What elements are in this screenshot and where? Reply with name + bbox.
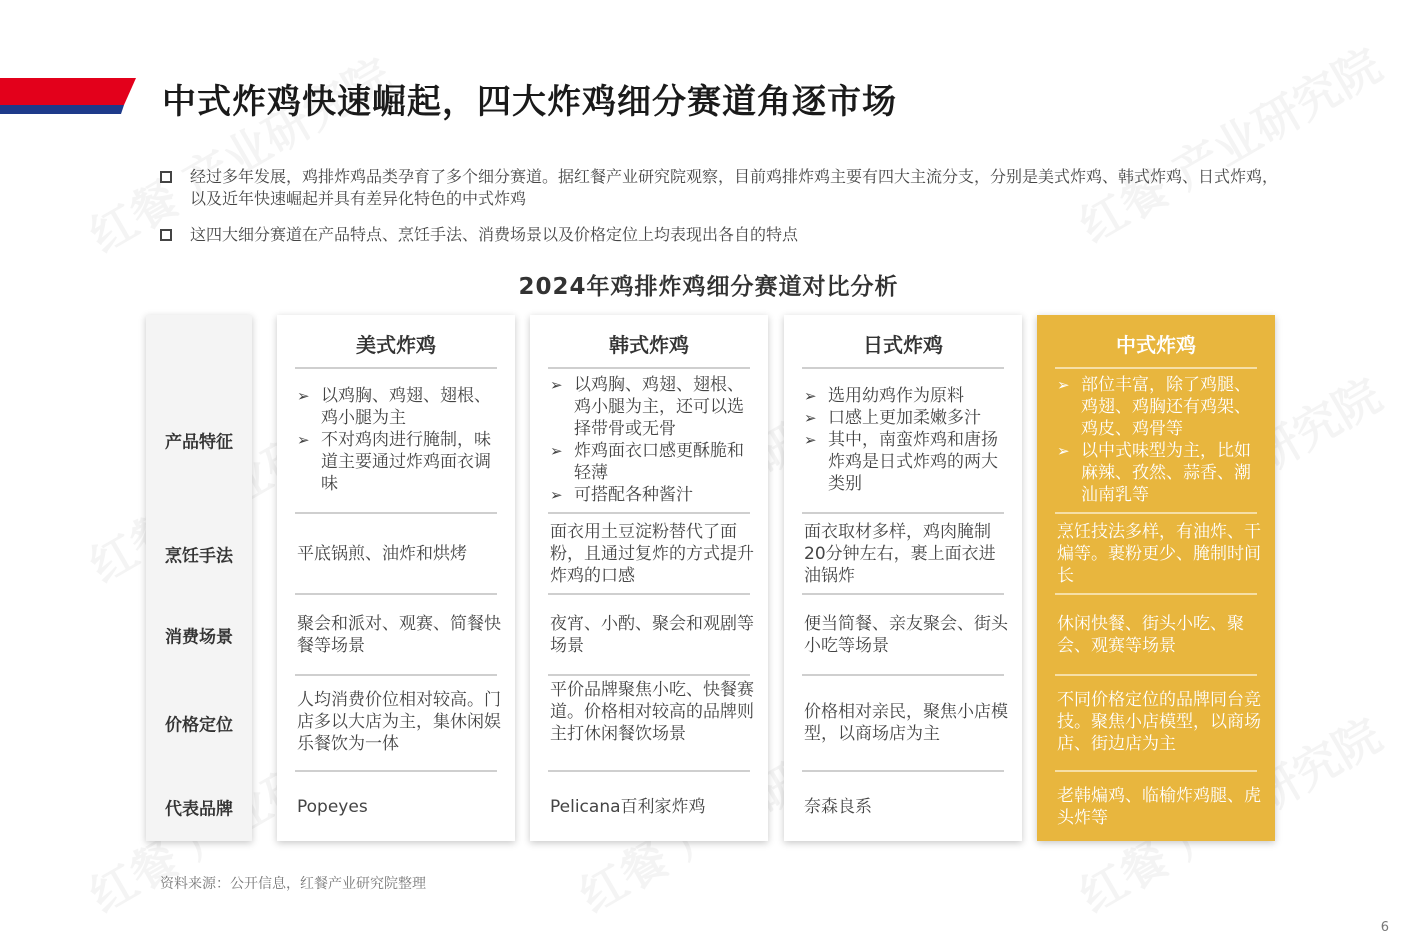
divider	[802, 367, 1004, 369]
brand-stripe-red	[0, 78, 136, 105]
divider	[295, 367, 497, 369]
divider	[1055, 593, 1257, 595]
bullet-text: 这四大细分赛道在产品特点、烹饪手法、消费场景以及价格定位上均表现出各自的特点	[190, 225, 799, 244]
divider	[802, 770, 1004, 772]
row-label-brands: 代表品牌	[165, 799, 233, 820]
row-label-cooking: 烹饪手法	[165, 546, 233, 567]
bullet-text: 经过多年发展，鸡排炸鸡品类孕育了多个细分赛道。据红餐产业研究院观察，目前鸡排炸鸡主要有四大主流分支，分别是美式炸鸡、韩式炸鸡、日式炸鸡，以及近年快速崛起并具有差异化特色的中式炸鸡	[190, 167, 1279, 208]
cell-pricing: 平价品牌聚焦小吃、快餐赛道。价格相对较高的品牌则主打休闲餐饮场景	[550, 680, 754, 744]
divider	[295, 512, 497, 514]
feature-item: ➢ 以鸡胸、鸡翅、翅根、鸡小腿为主，还可以选择带骨或无骨	[550, 374, 754, 440]
cell-scenario: 休闲快餐、街头小吃、聚会、观赛等场景	[1057, 614, 1244, 656]
divider	[802, 593, 1004, 595]
column-japanese	[784, 315, 1022, 841]
divider	[548, 674, 750, 676]
cell-cooking: 烹饪技法多样，有油炸、干煸等。裹粉更少、腌制时间长	[1057, 522, 1261, 586]
divider	[295, 593, 497, 595]
cell-scenario: 夜宵、小酌、聚会和观剧等场景	[550, 614, 754, 656]
cell-features	[297, 385, 501, 495]
column-header: 中式炸鸡	[1116, 333, 1196, 357]
cell-pricing: 人均消费价位相对较高。门店多以大店为主，集休闲娱乐餐饮为一体	[297, 690, 501, 754]
feature-item: ➢ 可搭配各种酱汁	[550, 484, 754, 506]
cell-cooking: 平底锅煎、油炸和烘烤	[297, 544, 467, 564]
brand-stripe-navy	[0, 105, 124, 114]
intro-bullets	[160, 166, 1280, 260]
page-title: 中式炸鸡快速崛起，四大炸鸡细分赛道角逐市场	[162, 82, 897, 122]
feature-item: ➢ 选用幼鸡作为原料	[804, 385, 1008, 407]
cell-cooking: 面衣取材多样，鸡肉腌制20分钟左右，裹上面衣进油锅炸	[804, 522, 996, 586]
feature-item: ➢ 部位丰富，除了鸡腿、鸡翅、鸡胸还有鸡架、鸡皮、鸡骨等	[1057, 374, 1261, 440]
feature-item: ➢ 其中，南蛮炸鸡和唐扬炸鸡是日式炸鸡的两大类别	[804, 429, 1008, 495]
bullet-item	[160, 224, 1280, 246]
divider	[548, 770, 750, 772]
feature-item: ➢ 不对鸡肉进行腌制，味道主要通过炸鸡面衣调味	[297, 429, 501, 495]
divider	[548, 593, 750, 595]
cell-features	[804, 385, 1008, 495]
divider	[802, 674, 1004, 676]
row-label-pricing: 价格定位	[165, 715, 233, 736]
divider	[548, 512, 750, 514]
cell-brands: Popeyes	[297, 797, 368, 817]
bullet-item	[160, 166, 1280, 210]
cell-brands: Pelicana百利家炸鸡	[550, 797, 706, 817]
column-header: 美式炸鸡	[356, 333, 436, 357]
row-label-column	[146, 315, 252, 841]
feature-item: ➢ 以鸡胸、鸡翅、翅根、鸡小腿为主	[297, 385, 501, 429]
divider	[548, 367, 750, 369]
row-label-scenario: 消费场景	[165, 627, 233, 648]
column-chinese	[1037, 315, 1275, 841]
cell-brands: 奈森良系	[804, 797, 872, 817]
cell-cooking: 面衣用土豆淀粉替代了面粉，且通过复炸的方式提升炸鸡的口感	[550, 522, 754, 586]
divider	[295, 674, 497, 676]
square-bullet-icon	[160, 229, 172, 241]
divider	[1055, 674, 1257, 676]
page-number: 6	[1380, 920, 1389, 935]
row-label-features: 产品特征	[165, 432, 233, 453]
cell-brands: 老韩煸鸡、临榆炸鸡腿、虎头炸等	[1057, 786, 1261, 828]
feature-item: ➢ 以中式味型为主，比如麻辣、孜然、蒜香、潮汕南乳等	[1057, 440, 1261, 506]
source-note: 资料来源：公开信息，红餐产业研究院整理	[160, 876, 426, 892]
cell-pricing: 不同价格定位的品牌同台竞技。聚焦小店模型，以商场店、街边店为主	[1057, 690, 1261, 754]
brand-stripe	[0, 78, 140, 114]
cell-features	[1057, 374, 1261, 506]
feature-item: ➢ 口感上更加柔嫩多汁	[804, 407, 1008, 429]
divider	[802, 512, 1004, 514]
column-korean	[530, 315, 768, 841]
divider	[295, 770, 497, 772]
column-header: 韩式炸鸡	[609, 333, 689, 357]
column-header: 日式炸鸡	[863, 333, 943, 357]
cell-scenario: 便当简餐、亲友聚会、街头小吃等场景	[804, 614, 1008, 656]
feature-item: ➢ 炸鸡面衣口感更酥脆和轻薄	[550, 440, 754, 484]
square-bullet-icon	[160, 171, 172, 183]
cell-pricing: 价格相对亲民，聚焦小店模型，以商场店为主	[804, 702, 1008, 744]
divider	[1055, 512, 1257, 514]
cell-scenario: 聚会和派对、观赛、简餐快餐等场景	[297, 614, 501, 656]
divider	[1055, 770, 1257, 772]
table-title: 2024年鸡排炸鸡细分赛道对比分析	[518, 274, 899, 300]
cell-features	[550, 374, 754, 506]
column-american	[277, 315, 515, 841]
divider	[1055, 367, 1257, 369]
